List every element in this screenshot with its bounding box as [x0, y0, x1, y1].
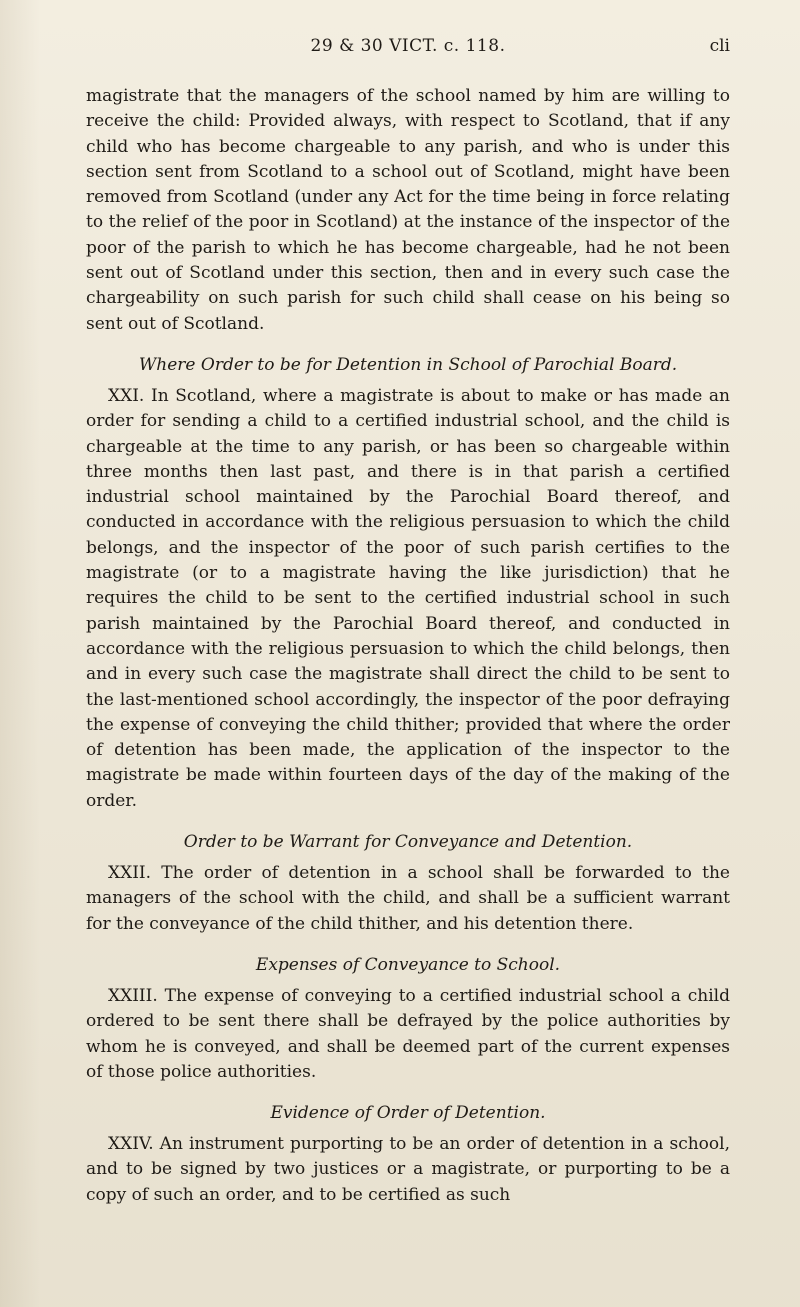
paragraph-section-xxii: XXII. The order of detention in a school shall be forwarded to the managers of the school with the child, and shall be a sufficient warrant for the conveyance of the child thither, and his detention there. [86, 863, 730, 934]
section-heading-evidence: Evidence of Order of Detention. [270, 1103, 546, 1124]
paragraph-continuation: magistrate that the managers of the school named by him are willing to receive the child: Provided always, with respect to Scotland, that if any child who has become chargeable to any parish, and who is under this section sent from Scotland to a school out of Scotland, might have been removed from Scotland (under any Act for the time being in force relating to the relief of the poor in Scotland) at the instance of the inspector of the poor of the parish to which he has become chargeable, had he not been sent out of Scotland under this section, then and in every such case the chargeability on such parish for such child shall cease on his being so sent out of Scotland. [86, 86, 730, 334]
paragraph-section-xxi: XXI. In Scotland, where a magistrate is about to make or has made an order for sending a child to a certified industrial school, and the child is chargeable at the time to any parish, or has been so chargeable within three months then last past, and there is in that parish a certified industrial school maintained by the Parochial Board thereof, and conducted in accordance with the religious persuasion to which the child belongs, and the inspector of the poor of such parish certifies to the magistrate (or to a magistrate having the like jurisdiction) that he requires the child to be sent to the certified industrial school in such parish maintained by the Parochial Board thereof, and conducted in accordance with the religious persuasion to which the child belongs, then and in every such case the magistrate shall direct the child to be sent to the last-mentioned school accordingly, the inspector of the poor defraying the expense of conveying the child thither; provided that where the order of detention has been made, the application of the inspector to the magistrate be made within fourteen days of the day of the making of the order. [86, 385, 730, 811]
running-title: 29 & 30 VICT. c. 118. [310, 36, 506, 56]
section-heading-expenses: Expenses of Conveyance to School. [255, 954, 561, 975]
running-head [86, 36, 730, 66]
section-heading-warrant: Order to be Warrant for Conveyance and Detention. [183, 832, 633, 853]
paragraph-section-xxiii: XXIII. The expense of conveying to a certified industrial school a child ordered to be sent there shall be defrayed by the police authorities by whom he is conveyed, and shall be deemed part of the current expenses of those police authorities. [86, 985, 730, 1082]
page-number: cli [709, 36, 730, 56]
paragraph-section-xxiv: XXIV. An instrument purporting to be an order of detention in a school, and to be signed by two justices or a magistrate, or purporting to be a copy of such an order, and to be certified as such [86, 1134, 730, 1205]
section-heading-parochial-board: Where Order to be for Detention in School of Parochial Board. [138, 354, 678, 375]
